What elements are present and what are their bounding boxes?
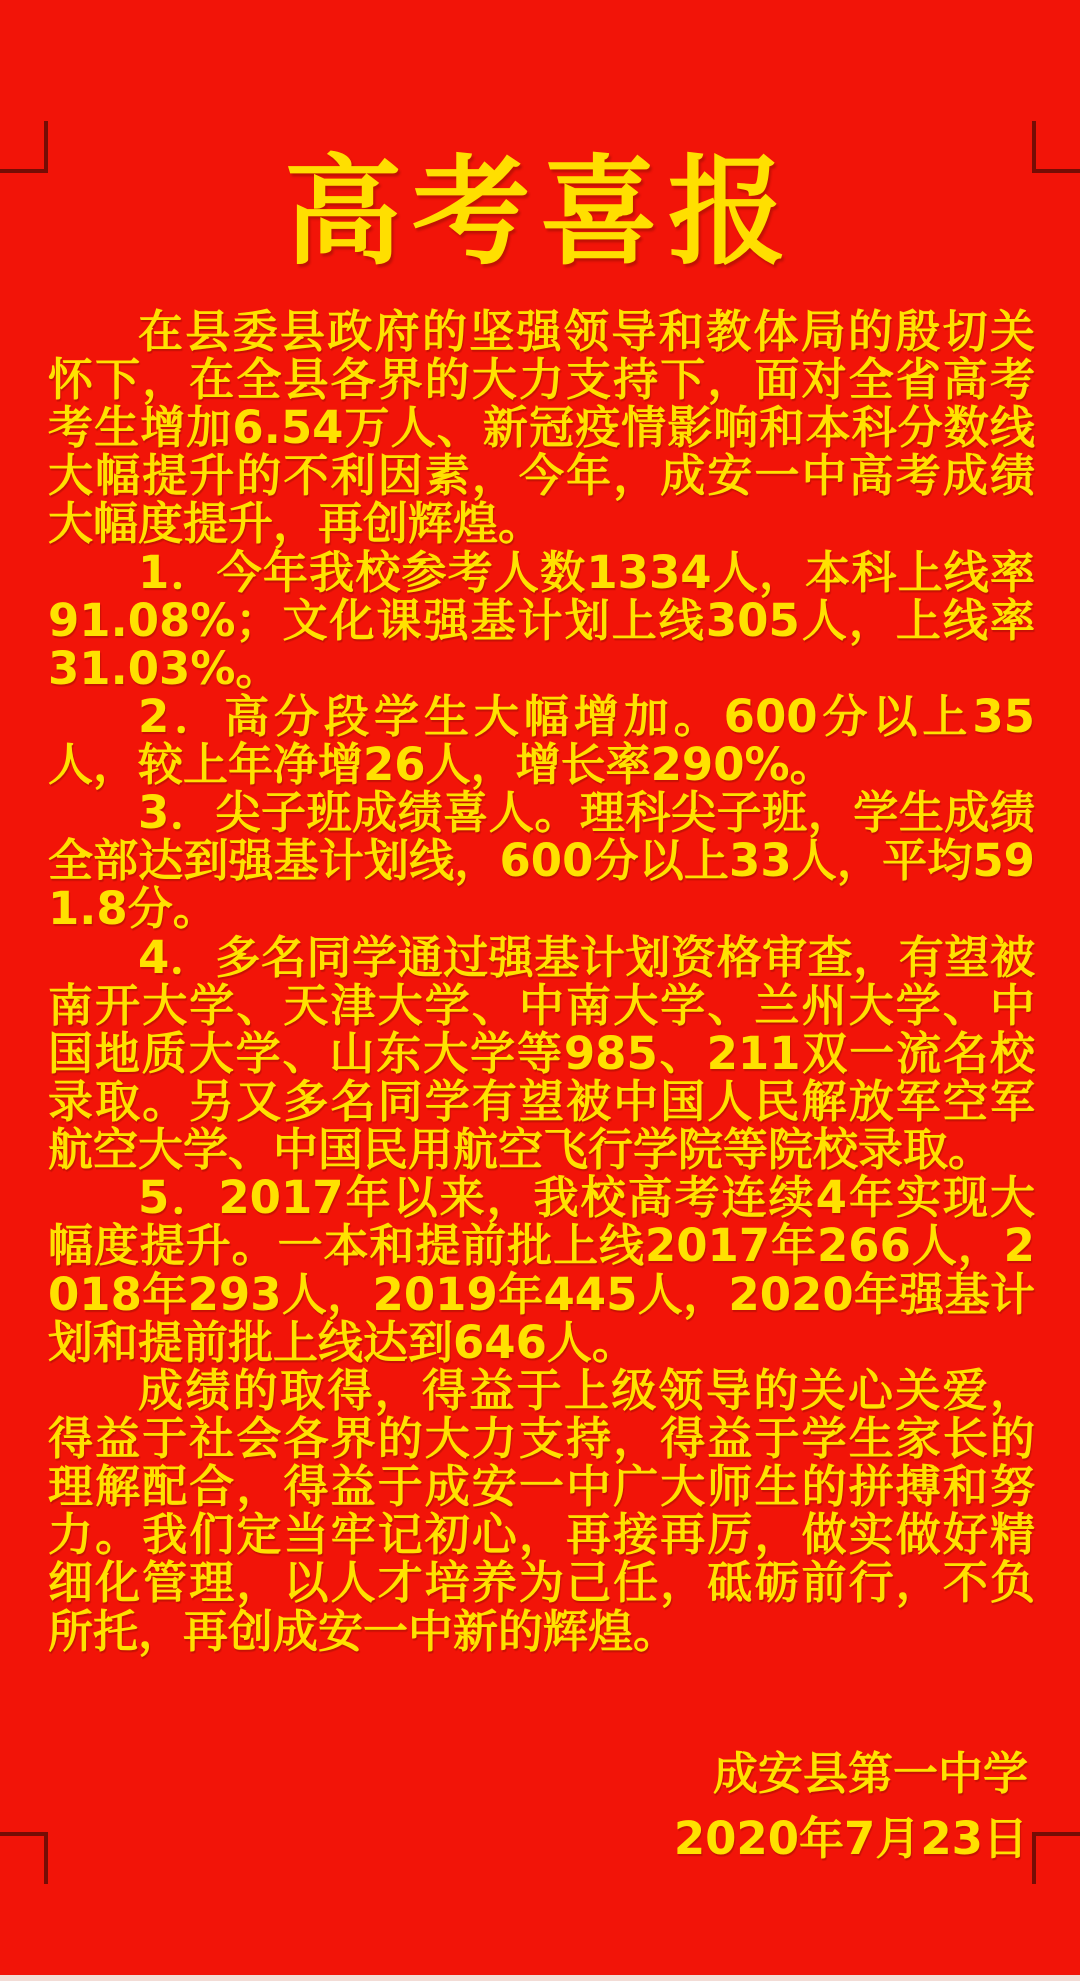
paragraph-item-2: 2．高分段学生大幅增加。600分以上35人，较上年净增26人，增长率290%。 [48,689,1035,792]
bottom-edge-strip [0,1975,1080,1981]
poster-title: 高考喜报 [283,143,796,281]
signature-date: 2020年7月23日 [673,1811,1028,1865]
poster-body [48,304,1035,1658]
paragraph-item-3: 3．尖子班成绩喜人。理科尖子班，学生成绩全部达到强基计划线，600分以上33人，平均591.8分。 [48,786,1035,936]
signature-block [0,1741,1080,1872]
paragraph-item-4: 4．多名同学通过强基计划资格审查，有望被南开大学、天津大学、中南大学、兰州大学、中国地质大学、山东大学等985、211双一流名校录取。另又多名同学有望被中国人民解放军空军航空大学、中国民用航空飞行学院等院校录取。 [48,930,1035,1177]
paragraph-item-1: 1．今年我校参考人数1334人，本科上线率91.08%；文化课强基计划上线305人，上线率31.03%。 [48,545,1035,695]
signature-school: 成安县第一中学 [712,1746,1028,1800]
paragraph-closing: 成绩的取得，得益于上级领导的关心关爱，得益于社会各界的大力支持，得益于学生家长的理解配合，得益于成安一中广大师生的拼搏和努力。我们定当牢记初心，再接再厉，做实做好精细化管理，以人才培养为己任，砥砺前行，不负所托，再创成安一中新的辉煌。 [48,1363,1035,1658]
paragraph-item-5: 5．2017年以来，我校高考连续4年实现大幅度提升。一本和提前批上线2017年266人，2018年293人，2019年445人，2020年强基计划和提前批上线达到646人。 [48,1171,1035,1369]
paragraph-intro: 在县委县政府的坚强领导和教体局的殷切关怀下，在全县各界的大力支持下，面对全省高考考生增加6.54万人、新冠疫情影响和本科分数线大幅提升的不利因素，今年，成安一中高考成绩大幅度提升，再创辉煌。 [48,304,1035,551]
